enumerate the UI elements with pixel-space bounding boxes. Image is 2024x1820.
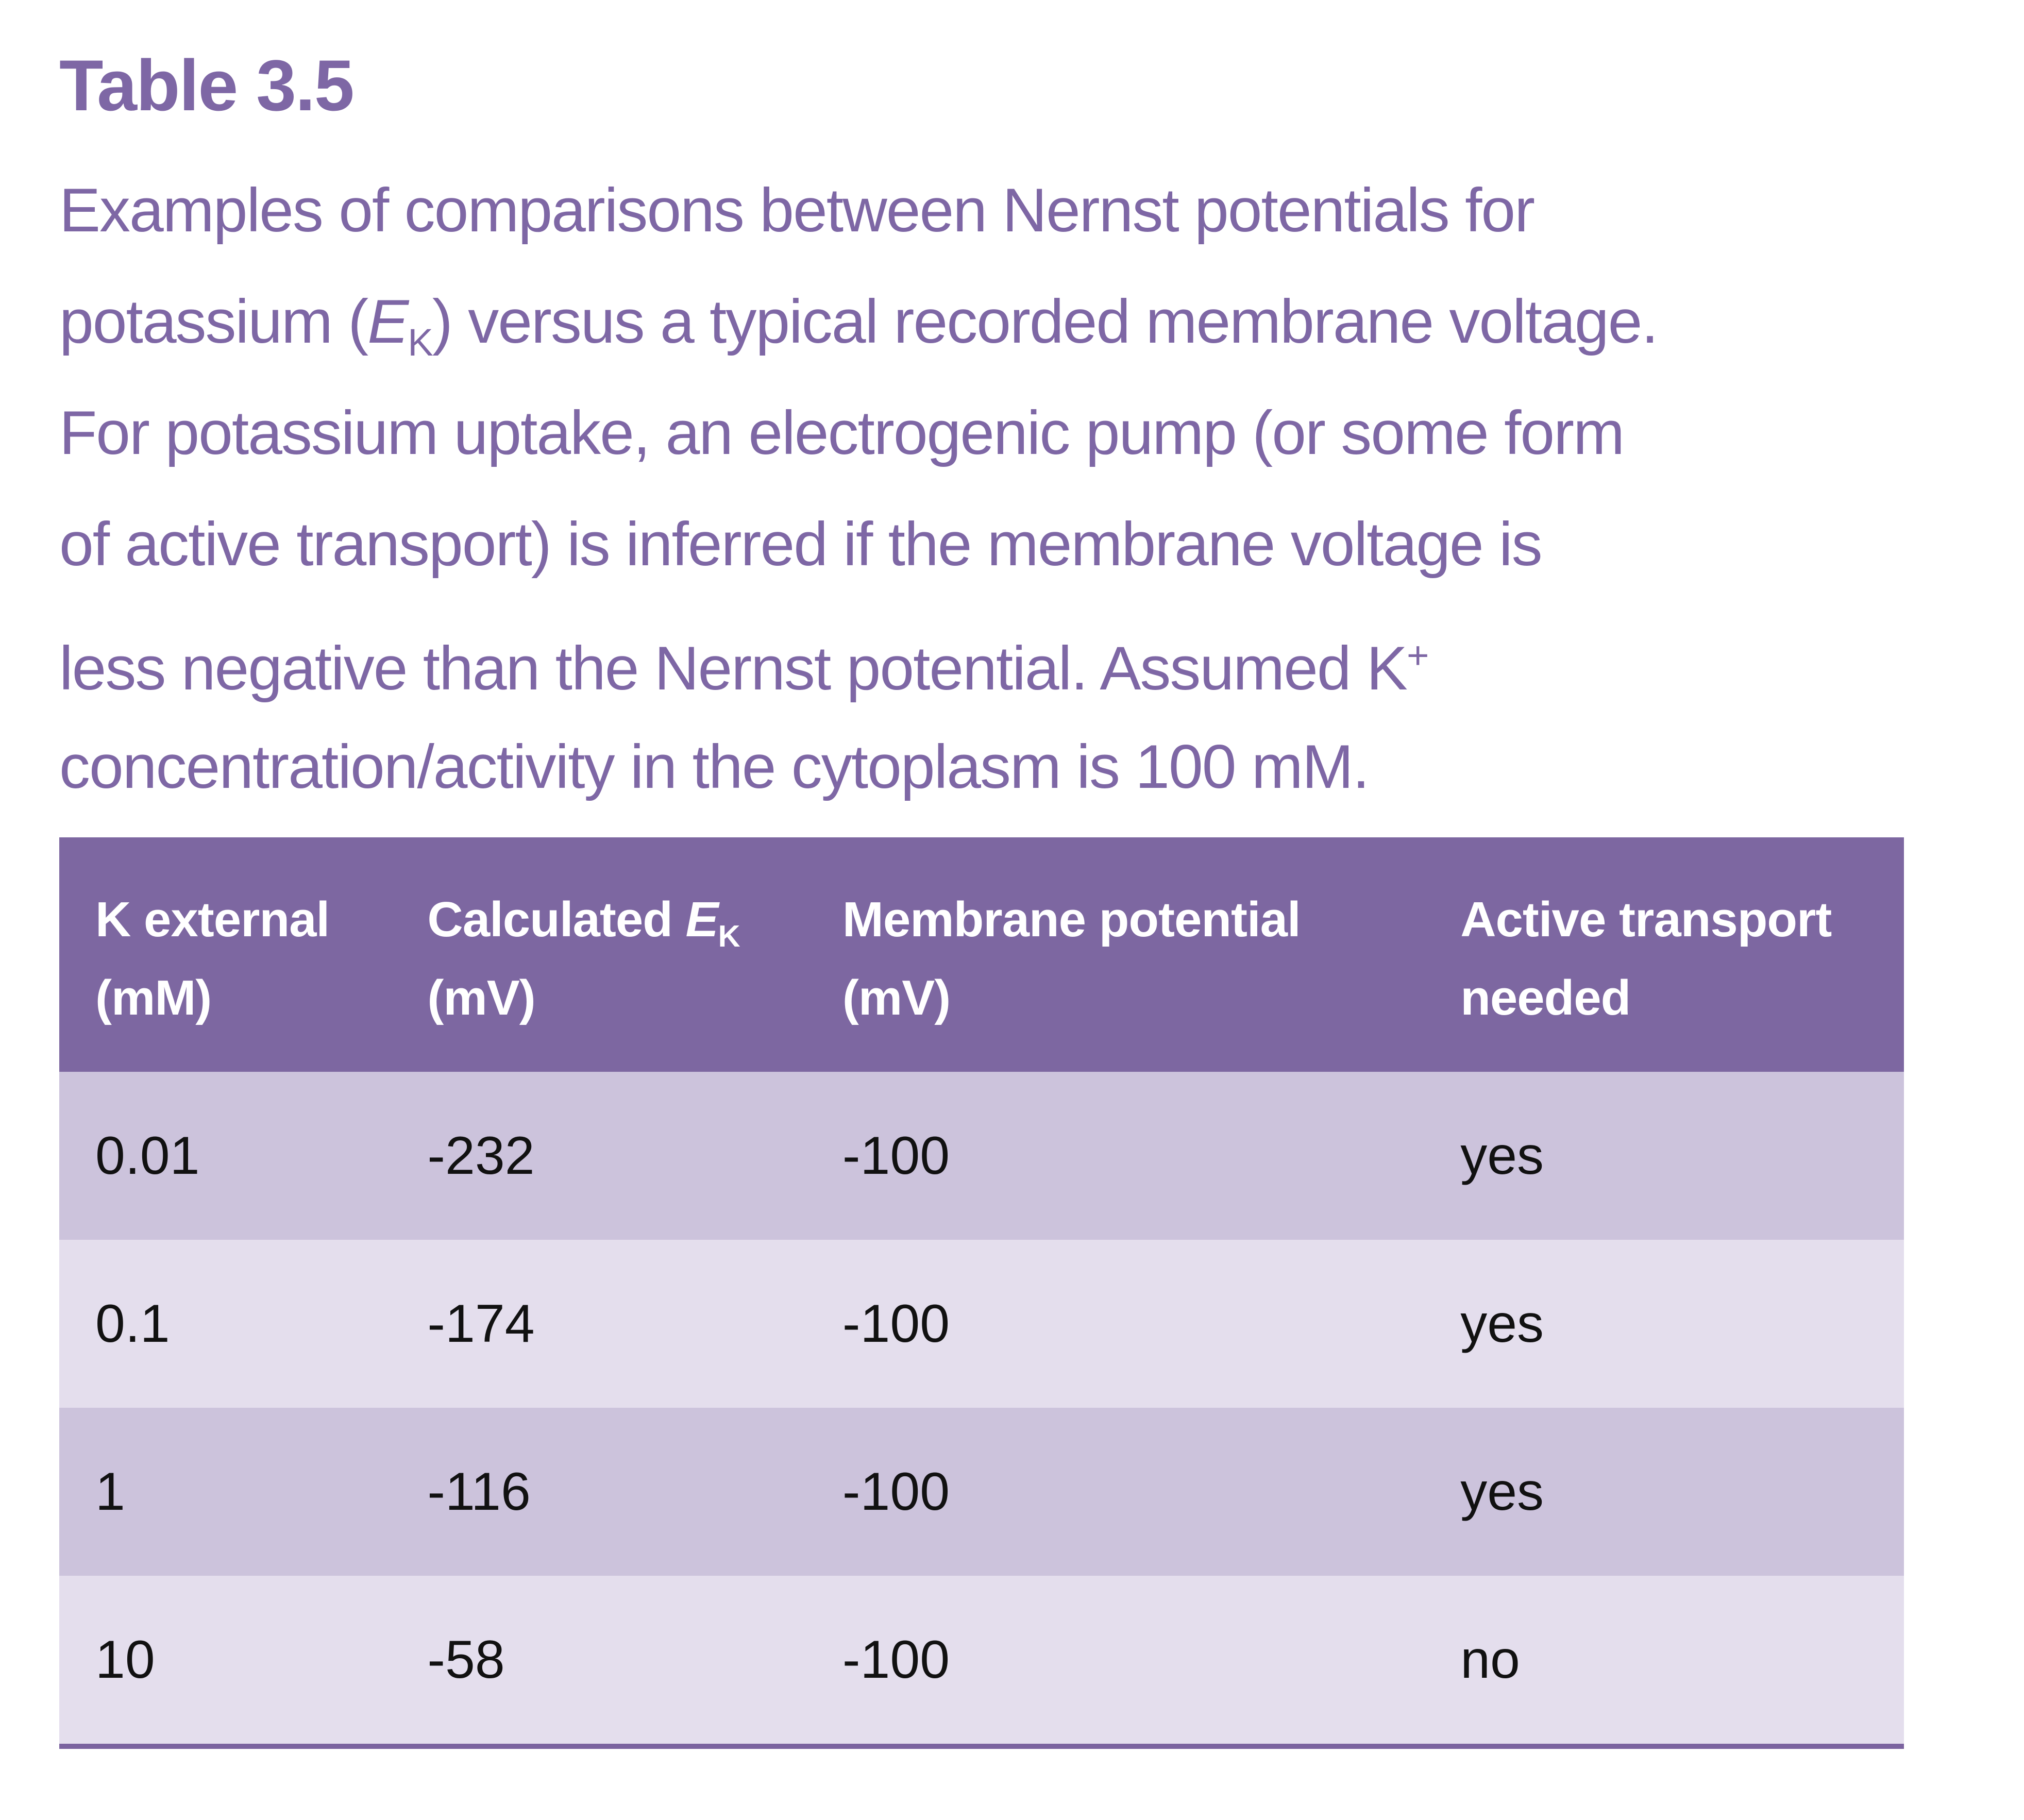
- table-row: [59, 1576, 1904, 1744]
- header-symbol-e: E: [685, 892, 718, 947]
- header-symbol-k-subscript: K: [718, 919, 740, 954]
- cell-active-transport: yes: [1460, 1125, 1544, 1186]
- caption-line-3: For potassium uptake, an electrogenic pump (or some form: [59, 398, 1624, 467]
- cell-active-transport: yes: [1460, 1461, 1544, 1522]
- cell-calculated-ek: -58: [427, 1629, 505, 1690]
- cell-k-external: 10: [95, 1629, 155, 1690]
- cell-active-transport: yes: [1460, 1293, 1544, 1354]
- caption-line-5: [59, 600, 1955, 711]
- table-row: [59, 1072, 1904, 1240]
- cell-k-external: 0.1: [95, 1293, 170, 1354]
- potassium-plus-superscript: +: [1406, 634, 1428, 677]
- cell-active-transport: no: [1460, 1629, 1520, 1690]
- cell-membrane-potential: -100: [842, 1629, 950, 1690]
- header-calculated-ek-line2: (mV): [427, 970, 535, 1025]
- header-active-transport-line2: needed: [1460, 970, 1631, 1025]
- cell-membrane-potential: -100: [842, 1461, 950, 1522]
- cell-calculated-ek: -174: [427, 1293, 535, 1354]
- nernst-symbol-e: E: [367, 287, 408, 356]
- nernst-potential-table: [59, 837, 1904, 1749]
- cell-membrane-potential: -100: [842, 1125, 950, 1186]
- caption-line-4: of active transport) is inferred if the membrane voltage is: [59, 510, 1542, 579]
- table-caption: [59, 155, 1955, 822]
- header-k-external-line1: K external: [95, 892, 330, 947]
- caption-line-1: Examples of comparisons between Nernst potentials for: [59, 176, 1534, 245]
- header-active-transport-line1: Active transport: [1460, 892, 1832, 947]
- caption-line-6: concentration/activity in the cytoplasm is 100 mM.: [59, 732, 1369, 801]
- cell-k-external: 0.01: [95, 1125, 200, 1186]
- caption-line-2: [59, 266, 1955, 377]
- table-title: Table 3.5: [59, 45, 353, 126]
- header-calculated-ek: [391, 837, 806, 1072]
- header-membrane-potential-line2: (mV): [842, 970, 951, 1025]
- caption-line-5-pre: less negative than the Nernst potential. Assumed K: [59, 634, 1407, 703]
- cell-membrane-potential: -100: [842, 1293, 950, 1354]
- header-membrane-potential: [806, 837, 1424, 1072]
- table-row: [59, 1408, 1904, 1576]
- header-membrane-potential-line1: Membrane potential: [842, 892, 1301, 947]
- cell-calculated-ek: -232: [427, 1125, 535, 1186]
- header-k-external-line2: (mM): [95, 970, 212, 1025]
- caption-line-2-post: ) versus a typical recorded membrane voltage.: [432, 287, 1658, 356]
- header-active-transport: [1424, 837, 1904, 1072]
- cell-k-external: 1: [95, 1461, 125, 1522]
- table-header-row: [59, 837, 1904, 1072]
- header-calculated-label: Calculated: [427, 892, 686, 947]
- table-row: [59, 1240, 1904, 1408]
- nernst-symbol-k-subscript: K: [408, 321, 432, 364]
- header-calculated-ek-line1: [427, 881, 806, 959]
- caption-line-2-pre: potassium (: [59, 287, 368, 356]
- cell-calculated-ek: -116: [427, 1461, 531, 1522]
- header-k-external: [59, 837, 391, 1072]
